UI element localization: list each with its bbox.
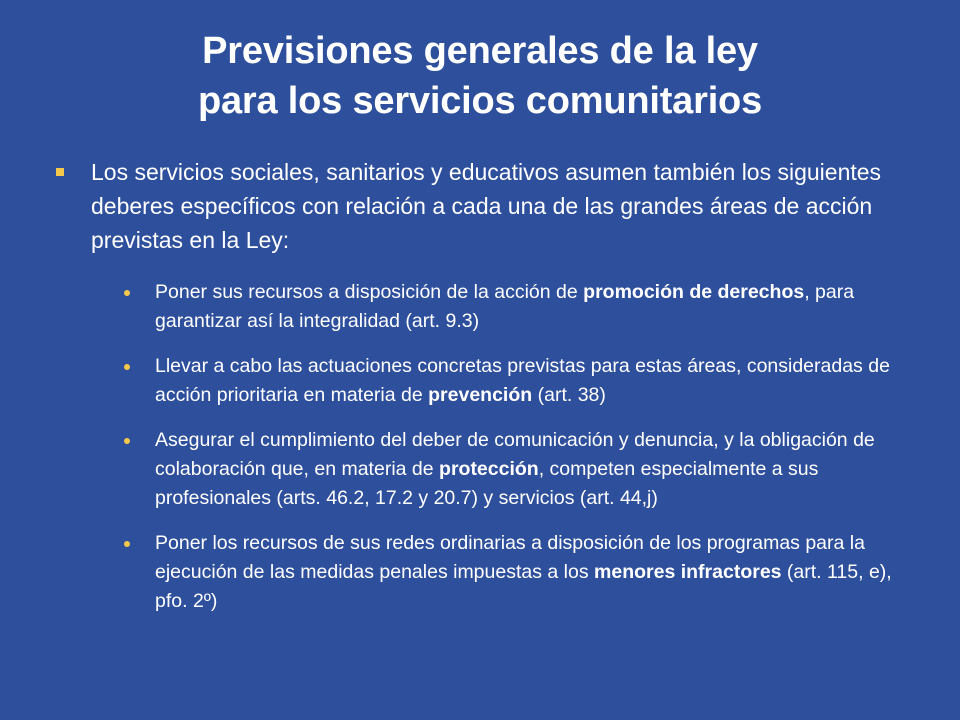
slide-title-line-2: para los servicios comunitarios [197,80,763,122]
item-text-post: , para garantizar así la integralidad (art. 9.3) [155,281,855,332]
slide-title-line-1: Previsiones generales de la ley [202,30,758,72]
sub-bullet-list [124,278,914,632]
dot-bullet-icon [124,364,130,370]
item-text-pre: Asegurar el cumplimiento del deber de comunicación y denuncia, y la obligación de colaboración que, en materia de [155,429,875,480]
main-bullet-point [56,155,906,257]
sub-bullet-item-promotion [124,278,914,336]
item-text-bold: protección [439,458,539,480]
square-bullet-icon [56,168,64,176]
dot-bullet-icon [124,290,130,296]
item-text-post: (art. 38) [532,384,606,406]
sub-bullet-item-protection [124,426,914,513]
item-text-post: (art. 115, e), pfo. 2º) [155,561,892,612]
sub-bullet-item-juvenile-offenders [124,529,914,616]
item-text-pre: Poner los recursos de sus redes ordinarias a disposición de los programas para la ejecución de las medidas penales impuestas a los [155,532,865,583]
slide-title [40,26,920,126]
item-text-bold: menores infractores [594,561,782,583]
item-text-post: , competen especialmente a sus profesionales (arts. 46.2, 17.2 y 20.7) y servicios (art. 44,j) [155,458,819,509]
item-text-pre: Poner sus recursos a disposición de la acción de [155,281,584,303]
sub-bullet-item-prevention [124,352,914,410]
item-text-bold: promoción de derechos [583,281,805,303]
dot-bullet-icon [124,541,130,547]
intro-text: Los servicios sociales, sanitarios y educativos asumen también los siguientes deberes específicos con relación a cada una de las grandes áreas de acción previstas en la Ley: [91,159,882,253]
dot-bullet-icon [124,438,130,444]
item-text-pre: Llevar a cabo las actuaciones concretas previstas para estas áreas, consideradas de acción prioritaria en materia de [155,355,890,406]
item-text-bold: prevención [428,384,533,406]
